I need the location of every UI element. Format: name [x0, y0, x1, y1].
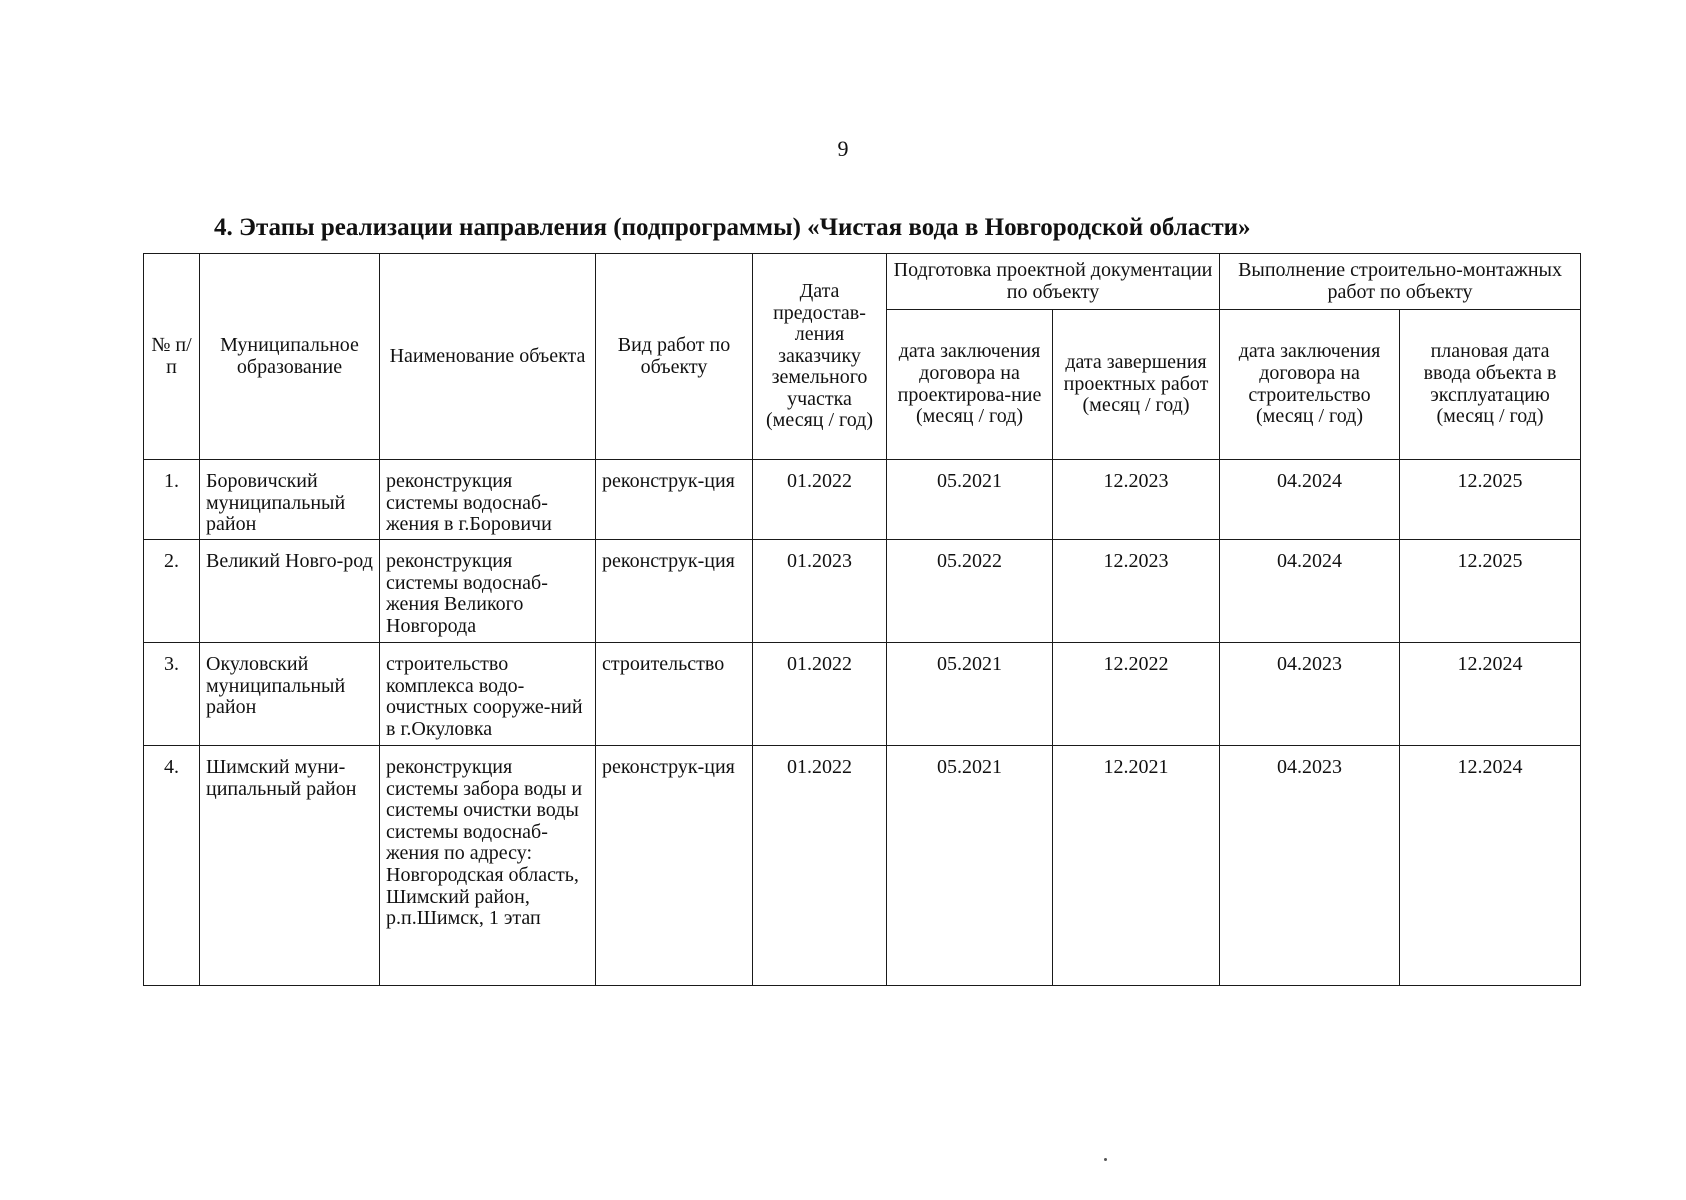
- row-municipality: Окуловский муниципальный район: [200, 643, 380, 746]
- row-design-contract: 05.2022: [887, 540, 1053, 643]
- row-build-contract: 04.2024: [1220, 460, 1400, 540]
- row-land-date: 01.2023: [753, 540, 887, 643]
- row-municipality: Шимский муни-ципальный район: [200, 746, 380, 986]
- row-build-contract: 04.2024: [1220, 540, 1400, 643]
- row-land-date: 01.2022: [753, 460, 887, 540]
- header-commission: плановая дата ввода объекта в эксплуатацию (месяц / год): [1400, 310, 1581, 460]
- header-build-contract: дата заключения договора на строительство (месяц / год): [1220, 310, 1400, 460]
- row-object: строительство комплекса водо-очистных сооруже-ний в г.Окуловка: [380, 643, 596, 746]
- page-number: 9: [837, 136, 849, 161]
- row-object: реконструкция системы водоснаб-жения в г.Боровичи: [380, 460, 596, 540]
- header-design-contract: дата заключения договора на проектирова-ние (месяц / год): [887, 310, 1053, 460]
- row-design-end: 12.2021: [1053, 746, 1220, 986]
- table-row: [144, 643, 1581, 746]
- header-build-group: Выполнение строительно-монтажных работ по объекту: [1220, 254, 1581, 310]
- header-design-end: дата завершения проектных работ (месяц / год): [1053, 310, 1220, 460]
- row-num: 4.: [144, 746, 200, 986]
- row-work-type: реконструк-ция: [596, 540, 753, 643]
- table-row: [144, 460, 1581, 540]
- table-body: [144, 460, 1581, 986]
- row-num: 3.: [144, 643, 200, 746]
- table-row: [144, 540, 1581, 643]
- section-title: 4. Этапы реализации направления (подпрограммы) «Чистая вода в Новгородской области»: [214, 214, 1251, 241]
- row-object: реконструкция системы водоснаб-жения Великого Новгорода: [380, 540, 596, 643]
- header-land-date: Дата предостав-ления заказчику земельного участка (месяц / год): [753, 254, 887, 460]
- header-num: № п/п: [144, 254, 200, 460]
- row-commission: 12.2025: [1400, 540, 1581, 643]
- row-municipality: Великий Новго-род: [200, 540, 380, 643]
- header-design-group: Подготовка проектной документации по объекту: [887, 254, 1220, 310]
- stages-table: [143, 253, 1581, 986]
- row-land-date: 01.2022: [753, 643, 887, 746]
- row-design-end: 12.2023: [1053, 460, 1220, 540]
- row-commission: 12.2024: [1400, 746, 1581, 986]
- row-work-type: строительство: [596, 643, 753, 746]
- row-commission: 12.2024: [1400, 643, 1581, 746]
- scan-speck: [1104, 1158, 1107, 1161]
- row-num: 1.: [144, 460, 200, 540]
- table-row: [144, 746, 1581, 986]
- header-municipality: Муниципальное образование: [200, 254, 380, 460]
- table-header: [144, 254, 1581, 460]
- row-design-contract: 05.2021: [887, 460, 1053, 540]
- row-commission: 12.2025: [1400, 460, 1581, 540]
- row-design-contract: 05.2021: [887, 746, 1053, 986]
- row-municipality: Боровичский муниципальный район: [200, 460, 380, 540]
- row-land-date: 01.2022: [753, 746, 887, 986]
- header-object: Наименование объекта: [380, 254, 596, 460]
- row-work-type: реконструк-ция: [596, 460, 753, 540]
- row-num: 2.: [144, 540, 200, 643]
- row-design-contract: 05.2021: [887, 643, 1053, 746]
- row-design-end: 12.2023: [1053, 540, 1220, 643]
- row-build-contract: 04.2023: [1220, 746, 1400, 986]
- header-work-type: Вид работ по объекту: [596, 254, 753, 460]
- row-build-contract: 04.2023: [1220, 643, 1400, 746]
- row-design-end: 12.2022: [1053, 643, 1220, 746]
- row-object: реконструкция системы забора воды и системы очистки воды системы водоснаб-жения по адресу: Новгородская область, Шимский район, р.п.Шимск, 1 этап: [380, 746, 596, 986]
- row-work-type: реконструк-ция: [596, 746, 753, 986]
